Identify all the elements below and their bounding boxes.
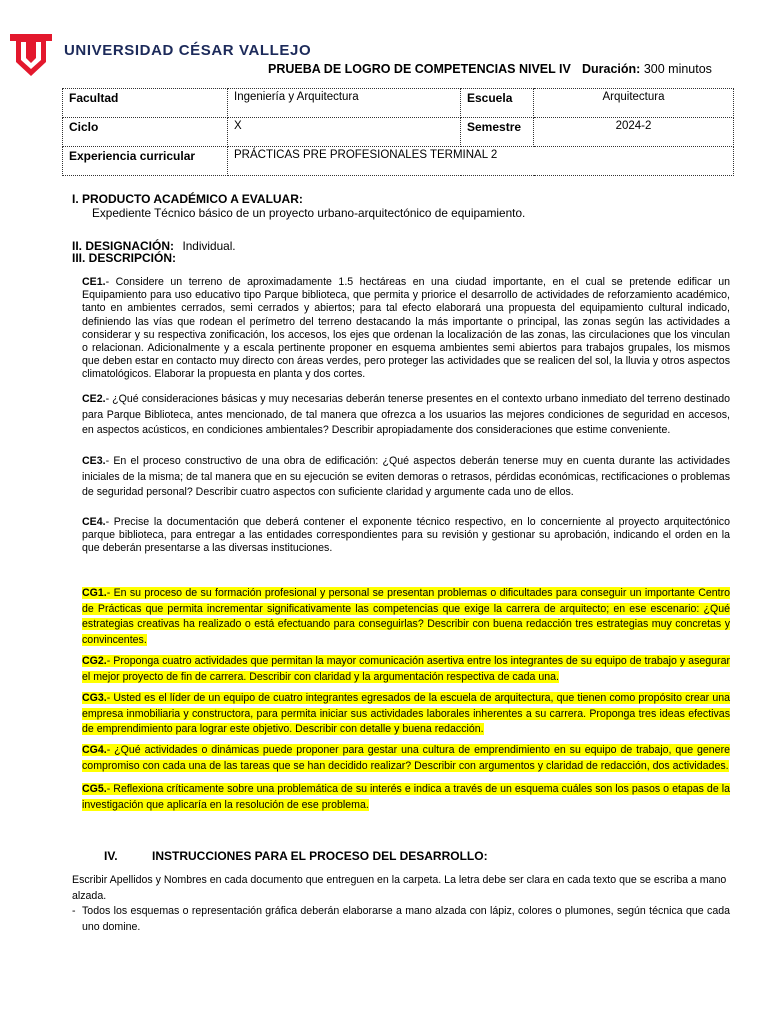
list-item (82, 276, 730, 382)
section-2-title: II. DESIGNACIÓN: (72, 239, 175, 253)
list-item (82, 743, 730, 774)
item-code: CG1. (82, 587, 107, 599)
facultad-label: Facultad (63, 89, 228, 118)
section-3-title: III. DESCRIPCIÓN: (72, 251, 177, 265)
instruction-line: Escribir Apellidos y Nombres en cada documento que entreguen en la carpeta. La letra debe ser clara en cada texto que se escriba a mano alzada. (72, 874, 727, 902)
item-code: CG2. (82, 655, 107, 667)
course-info-table (62, 88, 734, 176)
item-text: - ¿Qué consideraciones básicas y muy necesarias deberán tenerse presentes en el contexto urbano inmediato del terreno destinado para Parque Biblioteca, antes mencionado, de tal manera que ofrezca a los usuarios las mejores condiciones de seguridad en accesos, en aspectos acústicos, en condiciones ambientales? Describir apropiadamente dos consideraciones que estime conveniente. (82, 393, 730, 437)
university-logo (8, 32, 312, 80)
list-item (82, 392, 730, 439)
list-item (82, 586, 730, 648)
section-1-title: I. PRODUCTO ACADÉMICO A EVALUAR: (72, 192, 303, 206)
exam-title: PRUEBA DE LOGRO DE COMPETENCIAS NIVEL IV (268, 62, 571, 76)
item-code: CG5. (82, 783, 107, 795)
facultad-value: Ingeniería y Arquitectura (228, 89, 461, 118)
item-text: - Precise la documentación que deberá contener el exponente técnico respectivo, en lo concerniente al proyecto arquitectónico parque biblioteca, para entregar a las entidades correspondientes para su revisión y gestionar su aprobación, indicando el orden en la que deberán presentarse a las diversas instituciones. (82, 516, 730, 555)
section-2-text: Individual. (182, 239, 236, 253)
semestre-label: Semestre (461, 118, 534, 147)
experiencia-value: PRÁCTICAS PRE PROFESIONALES TERMINAL 2 (228, 147, 734, 176)
instruction-line (82, 904, 730, 935)
item-text: - Usted es el líder de un equipo de cuatro integrantes egresados de la escuela de arquitectura, que tienen como propósito crear una empresa inmobiliaria y constructora, para permita iniciar sus actividades laborales inherentes a su carrera. Proponga tres ideas efectivas de emprendimiento para lograr este objetivo. Describir con detalle y buena redacción. (82, 692, 730, 736)
list-item (82, 782, 730, 813)
table-row (63, 147, 734, 176)
item-text: - En el proceso constructivo de una obra de edificación: ¿Qué aspectos deberán tenerse muy en cuenta durante las actividades iniciales de la misma; de tal manera que en su ejecución se eviten demoras o retrasos, pérdidas económicas, rectificaciones o problemas de seguridad personal? Describir cuatro aspectos con suficiente claridad y argumente cada uno de ellos. (82, 455, 730, 499)
escuela-label: Escuela (461, 89, 534, 118)
list-item (82, 454, 730, 501)
item-text: - Considere un terreno de aproximadamente 1.5 hectáreas en una ciudad importante, en el cual se pretende edificar un Equipamiento para uso educativo tipo Parque biblioteca, que permita y priorice el desarrollo de actividades de reforzamiento académico, tanto en ambientes cerrados, semi cerrados y abiertos; para tal efecto elaborará una propuesta del equipamiento cultural indicado, definiendo las vías que rodean el perímetro del terreno destacando la más importante o principal, las zonas según las actividades a considerar y su respectiva zonificación, los accesos, los ejes que ordenan la localización de las zonas, las circulaciones que los vinculan o relacionan. Adicionalmente y a escala pertinente proponer en esquema ambientes semi abiertos para trabajos grupales, los mismos que deben estar en contacto muy directo con áreas verdes, pero proteger las actividades que se realicen del sol, la lluvia y otros aspectos climatológicos. Elaborar la propuesta en planta y dos cortes. (82, 276, 730, 381)
item-code: CE2. (82, 393, 106, 405)
item-text: - Proponga cuatro actividades que permitan la mayor comunicación asertiva entre los integrantes de su equipo de trabajo y asegurar el mejor proyecto de fin de carrera. Describir con claridad y la argumentación respectiva de cada una. (82, 655, 730, 683)
experiencia-label: Experiencia curricular (63, 147, 228, 176)
item-code: CE4. (82, 516, 106, 528)
section-4-title: INSTRUCCIONES PARA EL PROCESO DEL DESARROLLO: (152, 849, 488, 863)
ciclo-label: Ciclo (63, 118, 228, 147)
item-code: CE1. (82, 276, 106, 288)
list-item (82, 516, 730, 556)
duration (582, 62, 712, 76)
section-1-text: Expediente Técnico básico de un proyecto urbano-arquitectónico de equipamiento. (92, 206, 526, 220)
escuela-value: Arquitectura (534, 89, 734, 118)
item-text: - En su proceso de su formación profesional y personal se presentan problemas o dificultades para conseguir un importante Centro de Prácticas que permita incrementar significativamente las competencias que exige la carrera de arquitecto; en ese escenario: ¿Qué estrategias creativas ha realizado o está efectuando para conseguirlas? Describir con buena redacción tres estrategias muy concretas y convincentes. (82, 587, 730, 646)
duration-label: Duración: (582, 62, 641, 76)
table-row (63, 89, 734, 118)
list-item (82, 654, 730, 685)
semestre-value: 2024-2 (534, 118, 734, 147)
item-code: CG3. (82, 692, 107, 704)
ciclo-value: X (228, 118, 461, 147)
item-code: CG4. (82, 744, 107, 756)
list-item (82, 691, 730, 738)
table-row (63, 118, 734, 147)
item-code: CE3. (82, 455, 106, 467)
duration-value: 300 minutos (643, 62, 712, 76)
section-4-number: IV. (104, 849, 118, 863)
instruction-text: Todos los esquemas o representación gráfica deberán elaborarse a mano alzada con lápiz, colores o plumones, según técnica que cada uno domine. (82, 905, 730, 933)
item-text: - ¿Qué actividades o dinámicas puede proponer para gestar una cultura de emprendimiento en su equipo de trabajo, que genere compromiso con cada una de las tareas que se han decidido realizar? Describir con argumentos y claridad de redacción, dos actividades. (82, 744, 730, 772)
item-text: - Reflexiona críticamente sobre una problemática de su interés e indica a través de un esquema cuáles son los pasos o etapas de la investigación que aplicaría en la resolución de ese problema. (82, 783, 730, 811)
ucv-shield-icon (8, 32, 54, 78)
university-name: UNIVERSIDAD CÉSAR VALLEJO (64, 42, 312, 59)
bullet: - (72, 905, 76, 917)
